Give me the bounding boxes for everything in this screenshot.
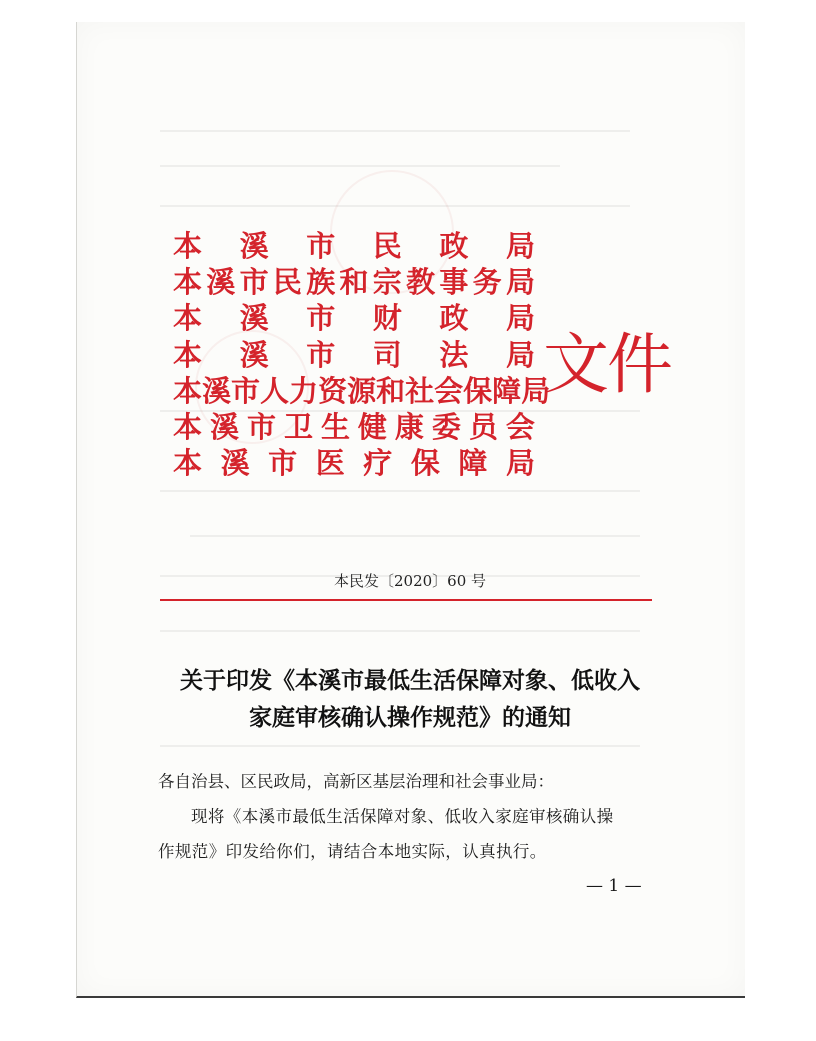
- issuer-line: [173, 228, 535, 264]
- issuer-char: 教: [406, 265, 436, 300]
- issuer-char: 源: [347, 373, 377, 408]
- issuer-char: 族: [306, 265, 336, 300]
- issuer-char: 资: [318, 373, 348, 408]
- issuer-char: 局: [505, 229, 535, 263]
- issuing-authorities: [173, 228, 551, 481]
- issuer-line: [173, 409, 535, 445]
- issuer-char: 本: [173, 337, 203, 372]
- issuer-char: 政: [439, 229, 469, 263]
- issuer-line: [173, 300, 535, 336]
- bleed-through-line: [160, 165, 560, 167]
- issuer-char: 溪: [239, 229, 269, 263]
- issuer-char: 市: [268, 446, 298, 481]
- page-number: — 1 —: [586, 876, 642, 896]
- issuer-char: 局: [505, 265, 535, 300]
- bleed-through-line: [160, 130, 630, 132]
- issuer-line: [173, 337, 535, 373]
- issuer-char: 健: [357, 410, 387, 445]
- issuer-char: 局: [505, 446, 535, 481]
- document-number: 本民发〔2020〕60 号: [333, 572, 487, 590]
- issuer-char: 民: [272, 265, 302, 300]
- issuer-char: 本: [173, 301, 203, 336]
- issuer-char: 市: [306, 229, 336, 263]
- issuer-char: 障: [458, 446, 488, 481]
- issuer-char: 溪: [202, 373, 232, 408]
- issuer-char: 本: [173, 410, 203, 445]
- body-paragraph-line-2: 作规范》印发给你们，请结合本地实际，认真执行。: [158, 842, 547, 861]
- issuer-line: [173, 264, 535, 300]
- issuer-char: 生: [320, 410, 350, 445]
- issuer-char: 务: [472, 265, 502, 300]
- issuer-char: 会: [505, 410, 535, 445]
- issuer-char: 溪: [206, 265, 236, 300]
- issuer-char: 市: [231, 373, 261, 408]
- issuer-char: 局: [505, 301, 535, 336]
- issuer-char: 力: [289, 373, 319, 408]
- issuer-char: 委: [431, 410, 461, 445]
- issuer-char: 保: [410, 446, 440, 481]
- issuer-char: 康: [394, 410, 424, 445]
- issuer-char: 卫: [283, 410, 313, 445]
- issuer-char: 财: [372, 301, 402, 336]
- issuer-char: 医: [315, 446, 345, 481]
- issuer-char: 市: [246, 410, 276, 445]
- document-label: 文件: [543, 326, 671, 403]
- issuer-char: 市: [306, 337, 336, 372]
- issuer-char: 疗: [363, 446, 393, 481]
- issuer-char: 局: [521, 373, 551, 408]
- salutation: 各自治县、区民政局，高新区基层治理和社会事业局：: [158, 772, 554, 791]
- body-paragraph-line-1: 现将《本溪市最低生活保障对象、低收入家庭审核确认操: [191, 807, 614, 826]
- issuer-char: 司: [372, 337, 402, 372]
- bleed-through-line: [190, 535, 640, 537]
- issuer-char: 宗: [372, 265, 402, 300]
- notice-title: [150, 662, 670, 736]
- issuer-char: 溪: [239, 337, 269, 372]
- issuer-char: 本: [173, 446, 203, 481]
- red-separator-line: [160, 599, 652, 601]
- issuer-char: 人: [260, 373, 290, 408]
- issuer-char: 市: [306, 301, 336, 336]
- issuer-char: 本: [173, 265, 203, 300]
- issuer-char: 会: [434, 373, 464, 408]
- issuer-char: 局: [505, 337, 535, 372]
- issuer-char: 溪: [220, 446, 250, 481]
- issuer-char: 民: [372, 229, 402, 263]
- issuer-char: 政: [439, 301, 469, 336]
- issuer-char: 本: [173, 229, 203, 263]
- notice-title-line-1: 关于印发《本溪市最低生活保障对象、低收入: [180, 667, 640, 694]
- bleed-through-line: [160, 630, 640, 632]
- bleed-through-line: [160, 745, 640, 747]
- issuer-char: 和: [376, 373, 406, 408]
- issuer-line: [173, 445, 535, 481]
- issuer-char: 法: [439, 337, 469, 372]
- issuer-char: 社: [405, 373, 435, 408]
- issuer-char: 市: [239, 265, 269, 300]
- issuer-char: 员: [468, 410, 498, 445]
- notice-title-line-2: 家庭审核确认操作规范》的通知: [249, 704, 571, 731]
- issuer-char: 溪: [239, 301, 269, 336]
- bleed-through-line: [160, 490, 640, 492]
- issuer-char: 保: [463, 373, 493, 408]
- issuer-char: 障: [492, 373, 522, 408]
- issuer-char: 事: [439, 265, 469, 300]
- issuer-char: 本: [173, 373, 203, 408]
- issuer-char: 和: [339, 265, 369, 300]
- issuer-line: [173, 373, 551, 409]
- issuer-char: 溪: [209, 410, 239, 445]
